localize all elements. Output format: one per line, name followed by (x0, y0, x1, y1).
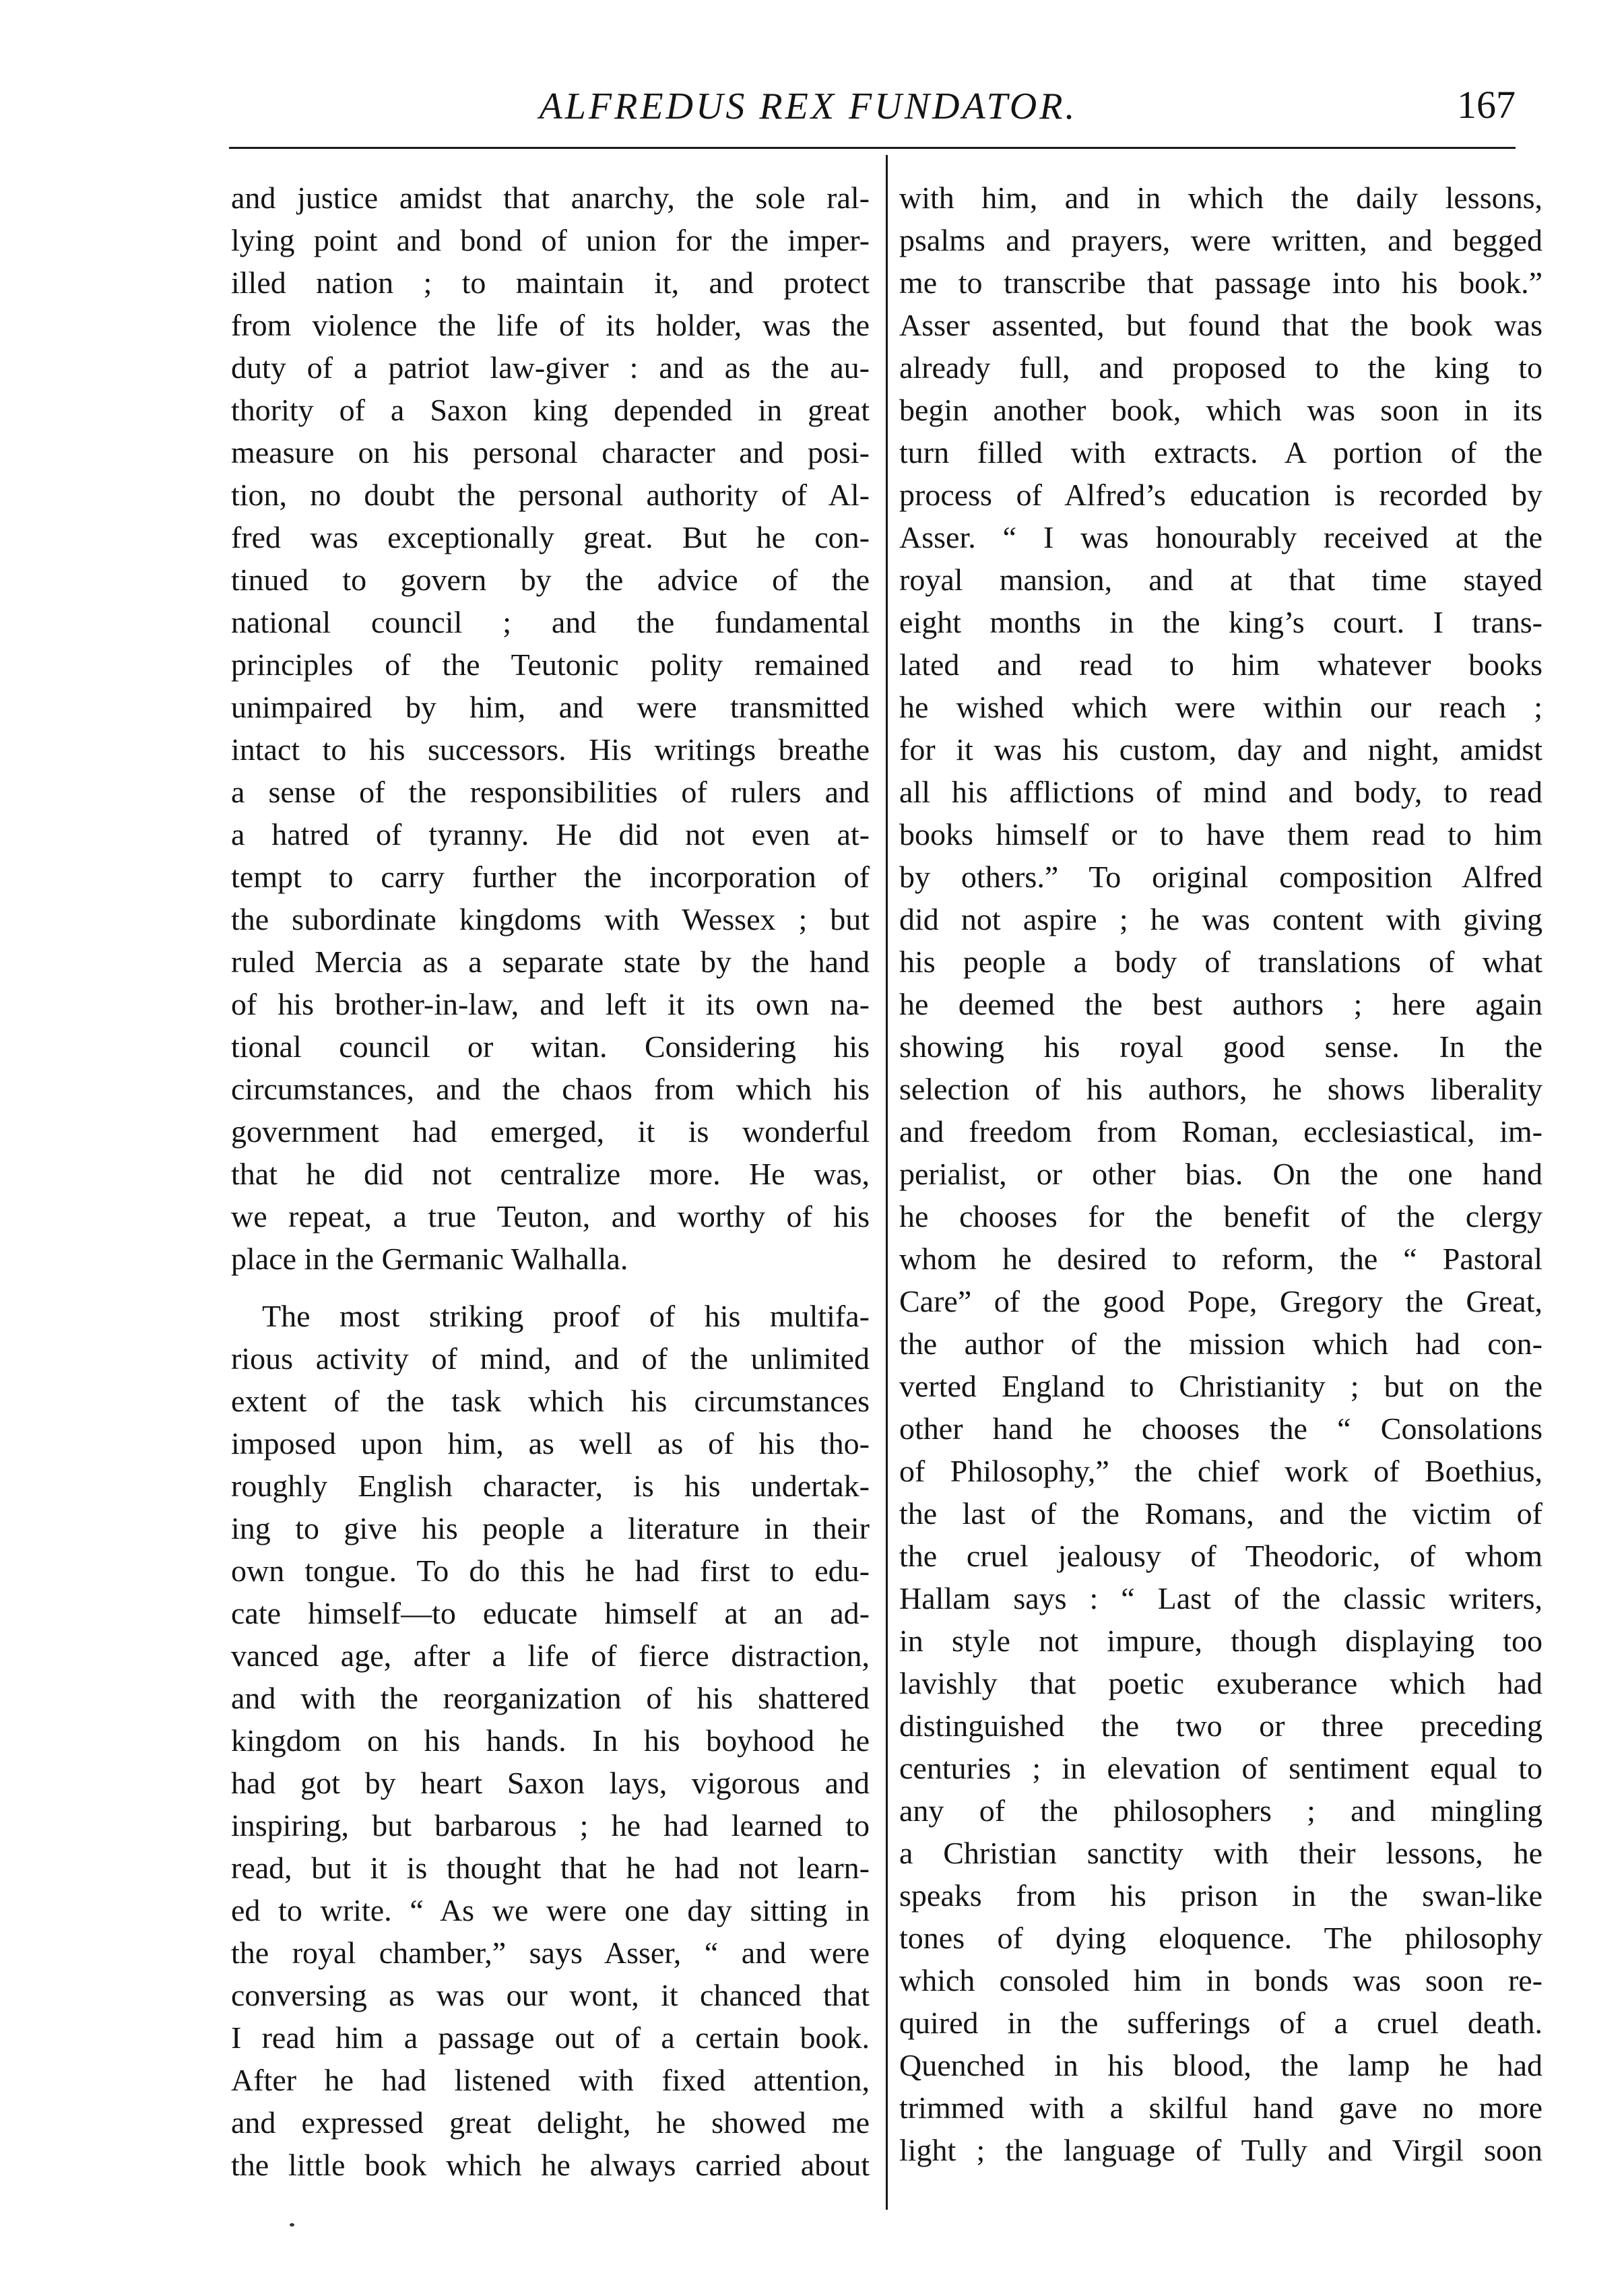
text-line: roughly English character, is his undertak- (231, 1469, 870, 1503)
text-line: the cruel jealousy of Theodoric, of whom (899, 1539, 1542, 1573)
header-rule (229, 147, 1516, 149)
text-line: Asser assented, but found that the book was (899, 308, 1542, 342)
text-line: verted England to Christianity ; but on the (899, 1369, 1542, 1403)
text-line: principles of the Teutonic polity remained (231, 647, 870, 682)
text-line: tional council or witan. Considering his (231, 1029, 870, 1064)
text-line: place in the Germanic Walhalla. (231, 1242, 628, 1276)
text-line: Hallam says : “ Last of the classic writers, (899, 1581, 1542, 1616)
text-line: showing his royal good sense. In the (899, 1029, 1542, 1064)
page-number: 167 (1457, 83, 1516, 127)
text-line: from violence the life of its holder, was the (231, 308, 870, 342)
paragraph (231, 1295, 870, 2186)
text-line: distinguished the two or three preceding (899, 1708, 1542, 1743)
text-line: the little book which he always carried about (231, 2148, 870, 2182)
text-line: imposed upon him, as well as of his tho- (231, 1426, 870, 1461)
text-line: duty of a patriot law-giver : and as the au- (231, 350, 870, 385)
text-line: The most striking proof of his multifa- (262, 1299, 870, 1333)
text-line: books himself or to have them read to him (899, 817, 1542, 852)
text-line: quired in the sufferings of a cruel death. (899, 2006, 1542, 2040)
text-line: me to transcribe that passage into his book.” (899, 265, 1542, 300)
text-line: Asser. “ I was honourably received at the (899, 520, 1542, 554)
text-line: Care” of the good Pope, Gregory the Great, (899, 1284, 1542, 1318)
text-line: and freedom from Roman, ecclesiastical, im- (899, 1114, 1542, 1149)
text-line: I read him a passage out of a certain book. (231, 2020, 870, 2055)
text-line: national council ; and the fundamental (231, 605, 870, 639)
text-line: selection of his authors, he shows liberality (899, 1072, 1542, 1106)
text-line: perialist, or other bias. On the one hand (899, 1157, 1542, 1191)
text-line: intact to his successors. His writings breathe (231, 732, 870, 767)
text-line: ed to write. “ As we were one day sitting in (231, 1893, 870, 1927)
text-line: the subordinate kingdoms with Wessex ; but (231, 902, 870, 936)
text-line: vanced age, after a life of fierce distraction, (231, 1638, 870, 1673)
running-header (229, 79, 1516, 133)
text-line: illed nation ; to maintain it, and protect (231, 265, 870, 300)
text-line: he chooses for the benefit of the clergy (899, 1199, 1542, 1234)
text-line: turn filled with extracts. A portion of the (899, 435, 1542, 470)
text-line: thority of a Saxon king depended in great (231, 393, 870, 427)
text-line: which consoled him in bonds was soon re- (899, 1963, 1542, 1997)
text-line: own tongue. To do this he had first to edu- (231, 1554, 870, 1588)
right-column (899, 177, 1542, 2171)
text-line: a sense of the responsibilities of rulers and (231, 775, 870, 809)
text-line: by others.” To original composition Alfred (899, 860, 1542, 894)
text-line: a hatred of tyranny. He did not even at- (231, 817, 870, 852)
text-line: kingdom on his hands. In his boyhood he (231, 1723, 870, 1758)
text-line: tion, no doubt the personal authority of Al- (231, 478, 870, 512)
text-line: of Philosophy,” the chief work of Boethius, (899, 1454, 1542, 1488)
text-line: read, but it is thought that he had not learn- (231, 1851, 870, 1885)
text-line: in style not impure, though displaying too (899, 1624, 1542, 1658)
text-line: tinued to govern by the advice of the (231, 563, 870, 597)
text-line: cate himself—to educate himself at an ad- (231, 1596, 870, 1630)
text-line: government had emerged, it is wonderful (231, 1114, 870, 1149)
text-line: tones of dying eloquence. The philosophy (899, 1921, 1542, 1955)
paragraph (231, 177, 870, 1280)
text-line: for it was his custom, day and night, amidst (899, 732, 1542, 767)
text-line: had got by heart Saxon lays, vigorous and (231, 1766, 870, 1800)
left-column (231, 177, 870, 2186)
text-line: he wished which were within our reach ; (899, 690, 1542, 724)
text-line: tempt to carry further the incorporation of (231, 860, 870, 894)
text-line: lated and read to him whatever books (899, 647, 1542, 682)
text-line: begin another book, which was soon in its (899, 393, 1542, 427)
text-line: fred was exceptionally great. But he con- (231, 520, 870, 554)
text-line: rious activity of mind, and of the unlimited (231, 1341, 870, 1376)
text-line: inspiring, but barbarous ; he had learned to (231, 1808, 870, 1843)
text-line: centuries ; in elevation of sentiment equal to (899, 1751, 1542, 1785)
text-line: royal mansion, and at that time stayed (899, 563, 1542, 597)
text-line: trimmed with a skilful hand gave no more (899, 2090, 1542, 2125)
text-line: extent of the task which his circumstances (231, 1384, 870, 1418)
text-line: already full, and proposed to the king to (899, 350, 1542, 385)
text-line: the author of the mission which had con- (899, 1326, 1542, 1361)
text-line: the last of the Romans, and the victim of (899, 1496, 1542, 1531)
text-line: the royal chamber,” says Asser, “ and were (231, 1936, 870, 1970)
text-line: all his afflictions of mind and body, to read (899, 775, 1542, 809)
text-line: that he did not centralize more. He was, (231, 1157, 870, 1191)
paragraph-gap (231, 1280, 870, 1295)
text-line: eight months in the king’s court. I trans- (899, 605, 1542, 639)
text-line: his people a body of translations of what (899, 945, 1542, 979)
text-line: and expressed great delight, he showed me (231, 2105, 870, 2140)
footer-mark (290, 2223, 294, 2227)
text-line: whom he desired to reform, the “ Pastoral (899, 1242, 1542, 1276)
text-line: lying point and bond of union for the imper- (231, 223, 870, 257)
text-line: ing to give his people a literature in their (231, 1511, 870, 1545)
text-line: measure on his personal character and posi- (231, 435, 870, 470)
column-divider (886, 155, 888, 2210)
text-line: of his brother-in-law, and left it its own na- (231, 987, 870, 1021)
text-line: light ; the language of Tully and Virgil soon (899, 2133, 1542, 2167)
text-line: speaks from his prison in the swan-like (899, 1878, 1542, 1913)
text-line: lavishly that poetic exuberance which had (899, 1666, 1542, 1700)
text-line: did not aspire ; he was content with giving (899, 902, 1542, 936)
text-line: a Christian sanctity with their lessons, he (899, 1836, 1542, 1870)
text-line: psalms and prayers, were written, and begged (899, 223, 1542, 257)
text-line: and justice amidst that anarchy, the sole ral- (231, 181, 870, 215)
text-line: other hand he chooses the “ Consolations (899, 1411, 1542, 1446)
text-line: Quenched in his blood, the lamp he had (899, 2048, 1542, 2082)
text-line: unimpaired by him, and were transmitted (231, 690, 870, 724)
text-line: with him, and in which the daily lessons, (899, 181, 1542, 215)
text-line: process of Alfred’s education is recorded by (899, 478, 1542, 512)
text-line: conversing as was our wont, it chanced that (231, 1978, 870, 2012)
text-line: After he had listened with fixed attention, (231, 2063, 870, 2097)
running-title: ALFREDUS REX FUNDATOR. (539, 86, 1078, 127)
text-line: and with the reorganization of his shattered (231, 1681, 870, 1715)
text-line: circumstances, and the chaos from which his (231, 1072, 870, 1106)
text-line: he deemed the best authors ; here again (899, 987, 1542, 1021)
text-line: ruled Mercia as a separate state by the hand (231, 945, 870, 979)
text-line: any of the philosophers ; and mingling (899, 1793, 1542, 1828)
text-line: we repeat, a true Teuton, and worthy of his (231, 1199, 870, 1234)
